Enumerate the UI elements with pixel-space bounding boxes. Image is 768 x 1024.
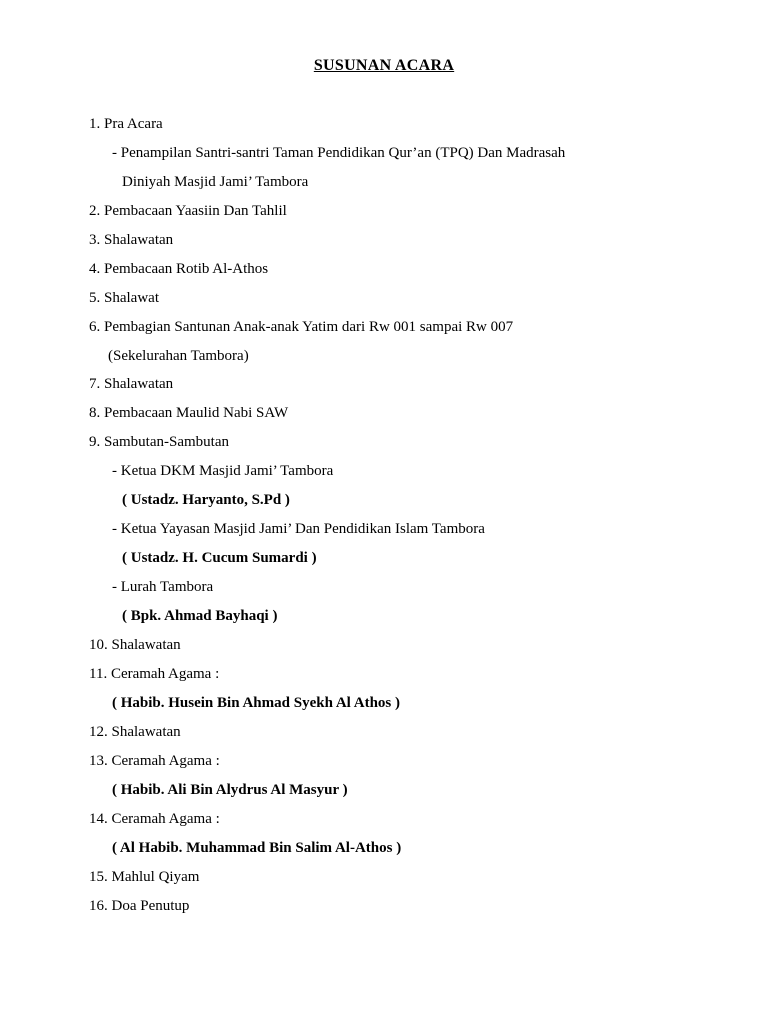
agenda-subitem-continuation: Diniyah Masjid Jami’ Tambora <box>122 174 309 190</box>
agenda-item-8: 8. Pembacaan Maulid Nabi SAW <box>89 405 289 421</box>
agenda-subitem-yayasan: - Ketua Yayasan Masjid Jami’ Dan Pendidikan Islam Tambora <box>112 521 485 537</box>
speaker-name: ( Ustadz. Haryanto, S.Pd ) <box>122 492 290 508</box>
agenda-item-3: 3. Shalawatan <box>89 232 174 248</box>
agenda-item-4: 4. Pembacaan Rotib Al-Athos <box>89 261 269 277</box>
agenda-subitem-performance: - Penampilan Santri-santri Taman Pendidikan Qur’an (TPQ) Dan Madrasah <box>112 145 566 161</box>
speaker-name: ( Habib. Husein Bin Ahmad Syekh Al Athos ) <box>112 695 401 711</box>
agenda-item-2: 2. Pembacaan Yaasiin Dan Tahlil <box>89 203 287 219</box>
speaker-name: ( Habib. Ali Bin Alydrus Al Masyur ) <box>112 782 348 798</box>
agenda-item-6: 6. Pembagian Santunan Anak-anak Yatim dari Rw 001 sampai Rw 007 <box>89 319 514 335</box>
agenda-item-13: 13. Ceramah Agama : <box>89 753 220 769</box>
speaker-name: ( Bpk. Ahmad Bayhaqi ) <box>122 608 278 624</box>
agenda-item-16: 16. Doa Penutup <box>89 898 190 914</box>
agenda-item-14: 14. Ceramah Agama : <box>89 811 220 827</box>
agenda-item-15: 15. Mahlul Qiyam <box>89 869 200 885</box>
agenda-item-1: 1. Pra Acara <box>89 116 163 132</box>
agenda-subitem-lurah: - Lurah Tambora <box>112 579 214 595</box>
agenda-item-12: 12. Shalawatan <box>89 724 181 740</box>
agenda-subitem-dkm: - Ketua DKM Masjid Jami’ Tambora <box>112 463 334 479</box>
agenda-item-6-continuation: (Sekelurahan Tambora) <box>108 348 249 364</box>
agenda-item-11: 11. Ceramah Agama : <box>89 666 220 682</box>
speaker-name: ( Al Habib. Muhammad Bin Salim Al-Athos ) <box>112 840 402 856</box>
speaker-name: ( Ustadz. H. Cucum Sumardi ) <box>122 550 317 566</box>
agenda-item-9: 9. Sambutan-Sambutan <box>89 434 229 450</box>
agenda-item-10: 10. Shalawatan <box>89 637 181 653</box>
document-title: SUSUNAN ACARA <box>313 57 455 74</box>
agenda-item-5: 5. Shalawat <box>89 290 159 306</box>
agenda-item-7: 7. Shalawatan <box>89 376 174 392</box>
